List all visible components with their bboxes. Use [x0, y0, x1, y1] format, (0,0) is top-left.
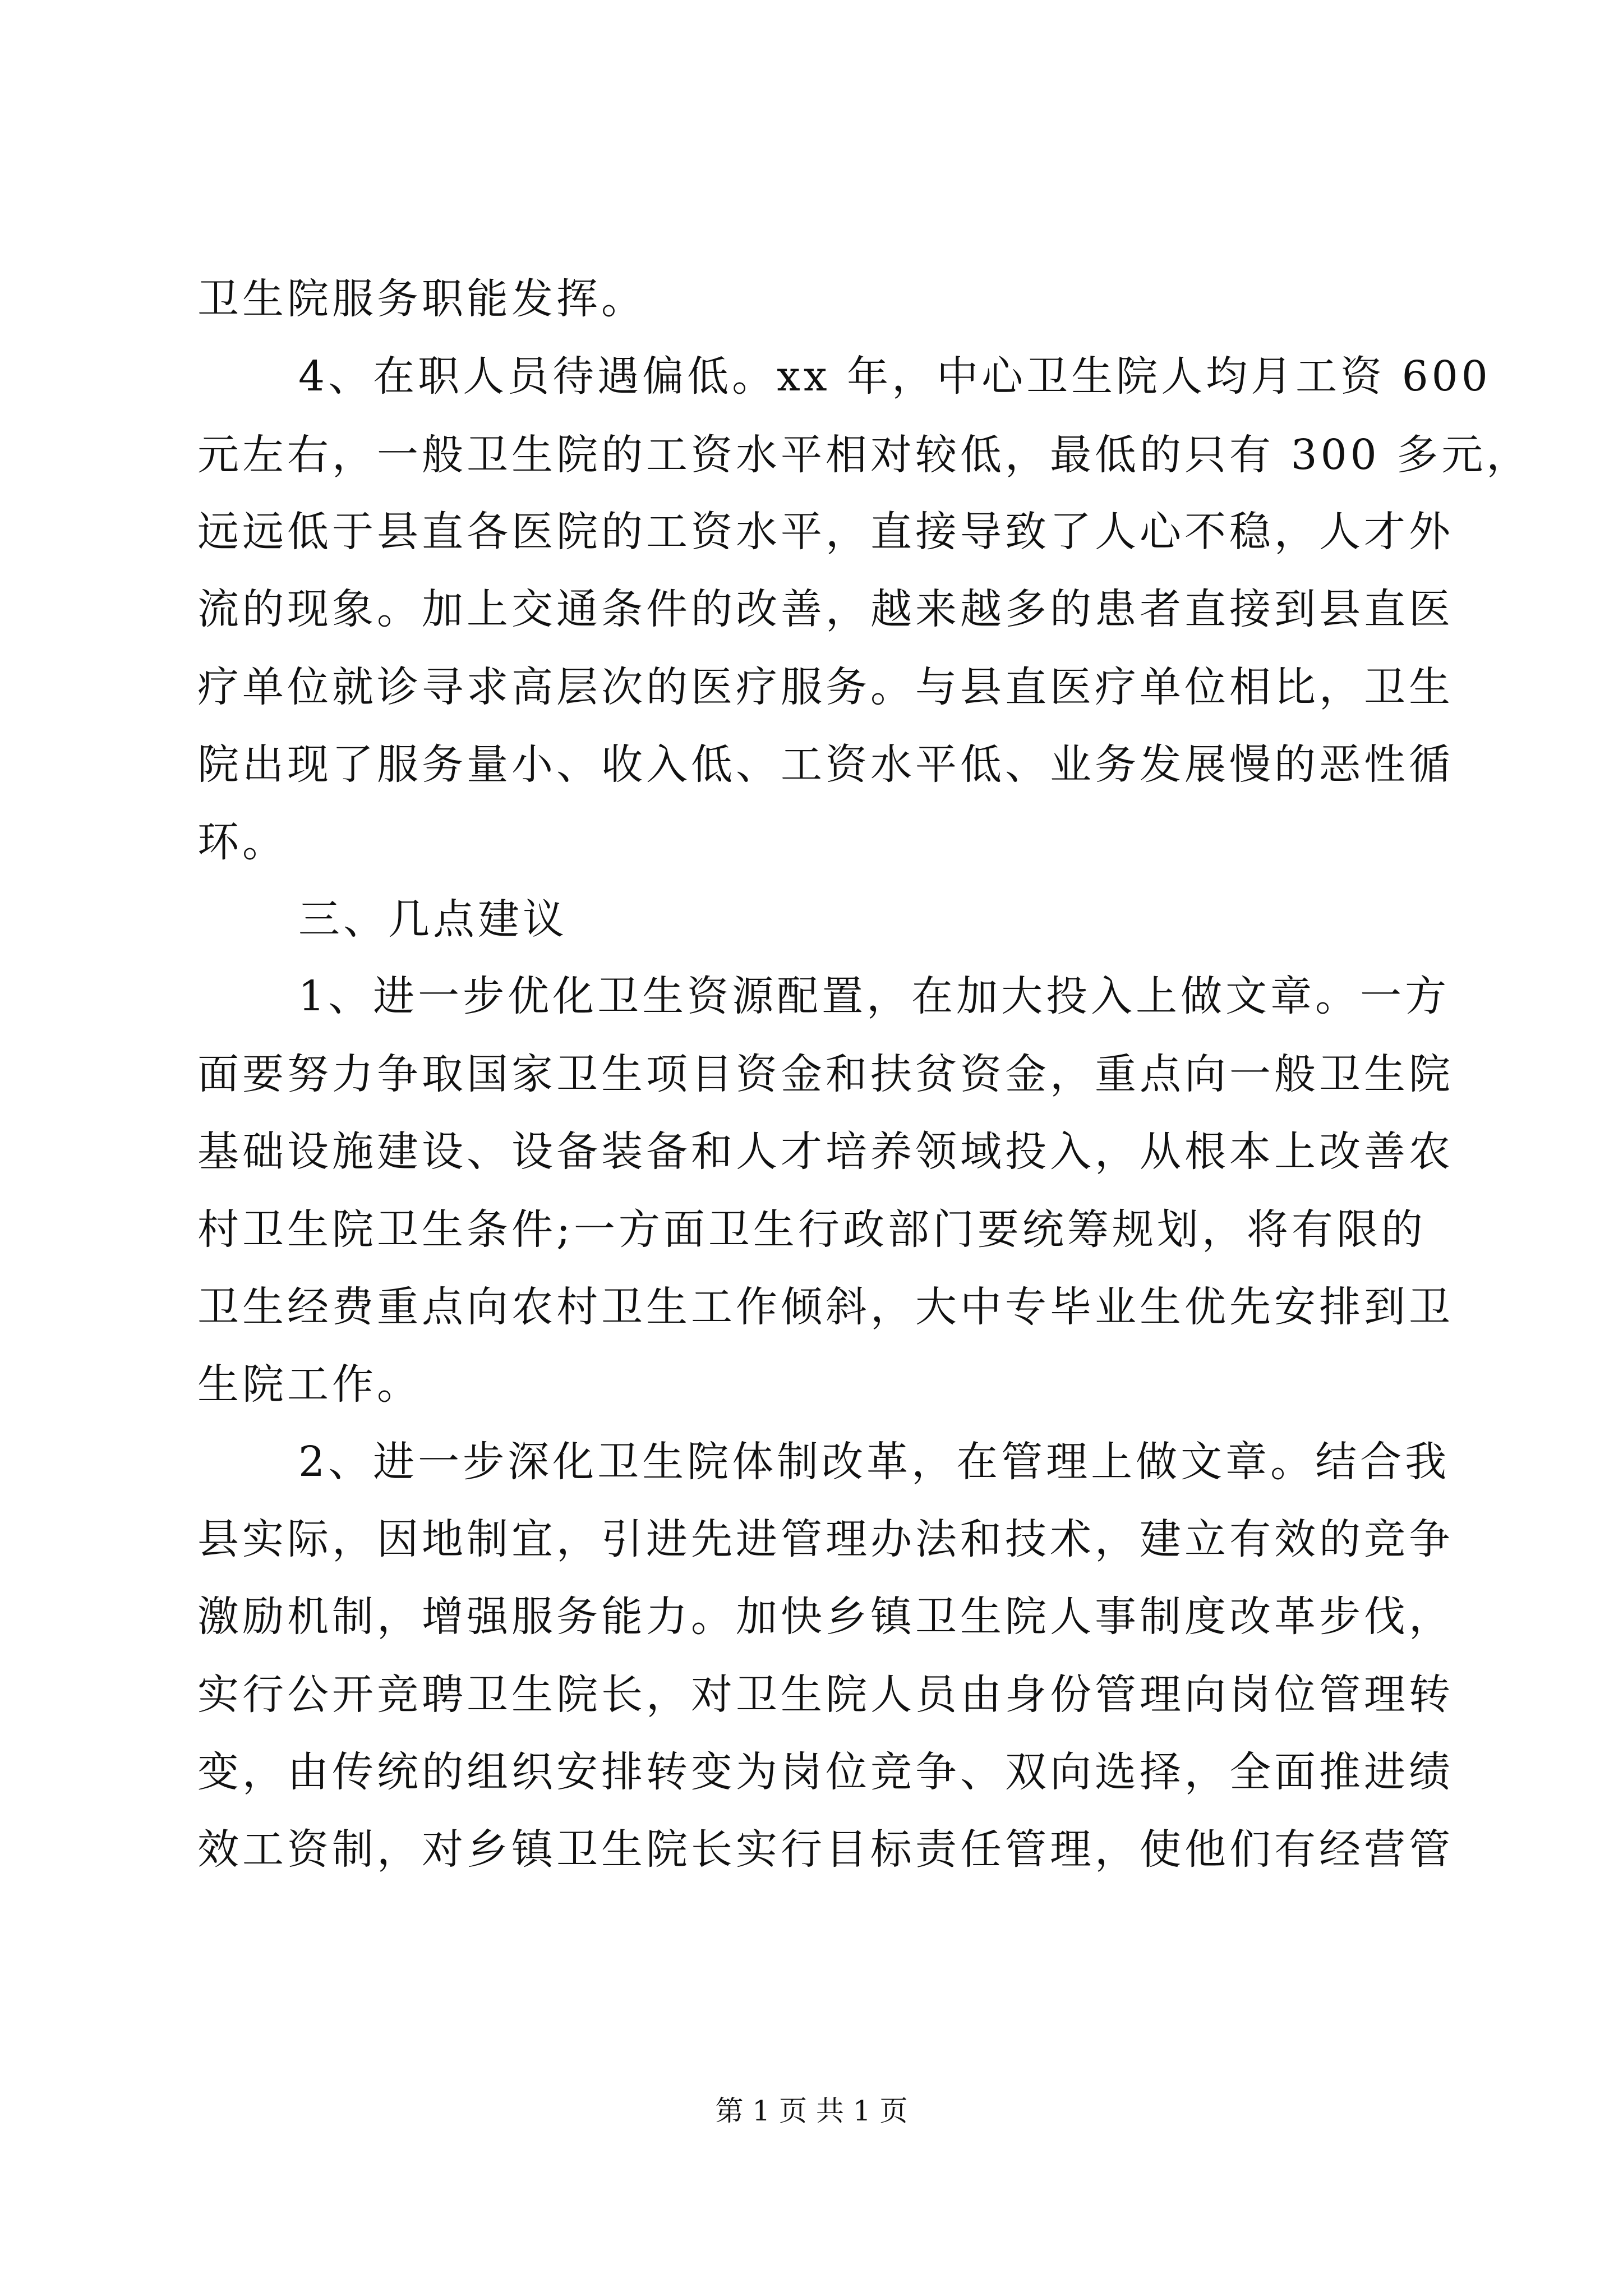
text-line: 元左右，一般卫生院的工资水平相对较低，最低的只有 300 多元，: [197, 431, 1532, 479]
text-line: 村卫生院卫生条件;一方面卫生行政部门要统筹规划，将有限的: [197, 1205, 1426, 1254]
text-line: 面要努力争取国家卫生项目资金和扶贫资金，重点向一般卫生院: [197, 1050, 1454, 1098]
section-heading: 三、几点建议: [298, 895, 568, 944]
text-line: 变，由传统的组织安排转变为岗位竞争、双向选择，全面推进绩: [197, 1748, 1454, 1796]
text-line: 环。: [197, 818, 287, 866]
text-line: 流的现象。加上交通条件的改善，越来越多的患者直接到县直医: [197, 585, 1454, 633]
text-line: 疗单位就诊寻求高层次的医疗服务。与县直医疗单位相比，卫生: [197, 663, 1454, 711]
text-line: 卫生经费重点向农村卫生工作倾斜，大中专毕业生优先安排到卫: [197, 1283, 1454, 1331]
text-line: 4、在职人员待遇偏低。xx 年，中心卫生院人均月工资 600: [298, 352, 1491, 401]
text-line: 远远低于县直各医院的工资水平，直接导致了人心不稳，人才外: [197, 508, 1454, 556]
text-line: 激励机制，增强服务能力。加快乡镇卫生院人事制度改革步伐，: [197, 1593, 1454, 1641]
text-line: 1、进一步优化卫生资源配置，在加大投入上做文章。一方: [298, 972, 1450, 1020]
text-line: 院出现了服务量小、收入低、工资水平低、业务发展慢的恶性循: [197, 740, 1454, 789]
text-line: 卫生院服务职能发挥。: [197, 275, 646, 323]
text-line: 生院工作。: [197, 1360, 422, 1409]
text-line: 2、进一步深化卫生院体制改革，在管理上做文章。结合我: [298, 1438, 1450, 1486]
text-line: 效工资制，对乡镇卫生院长实行目标责任管理，使他们有经营管: [197, 1825, 1454, 1874]
text-line: 实行公开竞聘卫生院长，对卫生院人员由身份管理向岗位管理转: [197, 1671, 1454, 1719]
text-line: 县实际，因地制宜，引进先进管理办法和技术，建立有效的竞争: [197, 1515, 1454, 1563]
page-number-footer: 第 1 页 共 1 页: [715, 2095, 908, 2127]
text-line: 基础设施建设、设备装备和人才培养领域投入，从根本上改善农: [197, 1128, 1454, 1176]
